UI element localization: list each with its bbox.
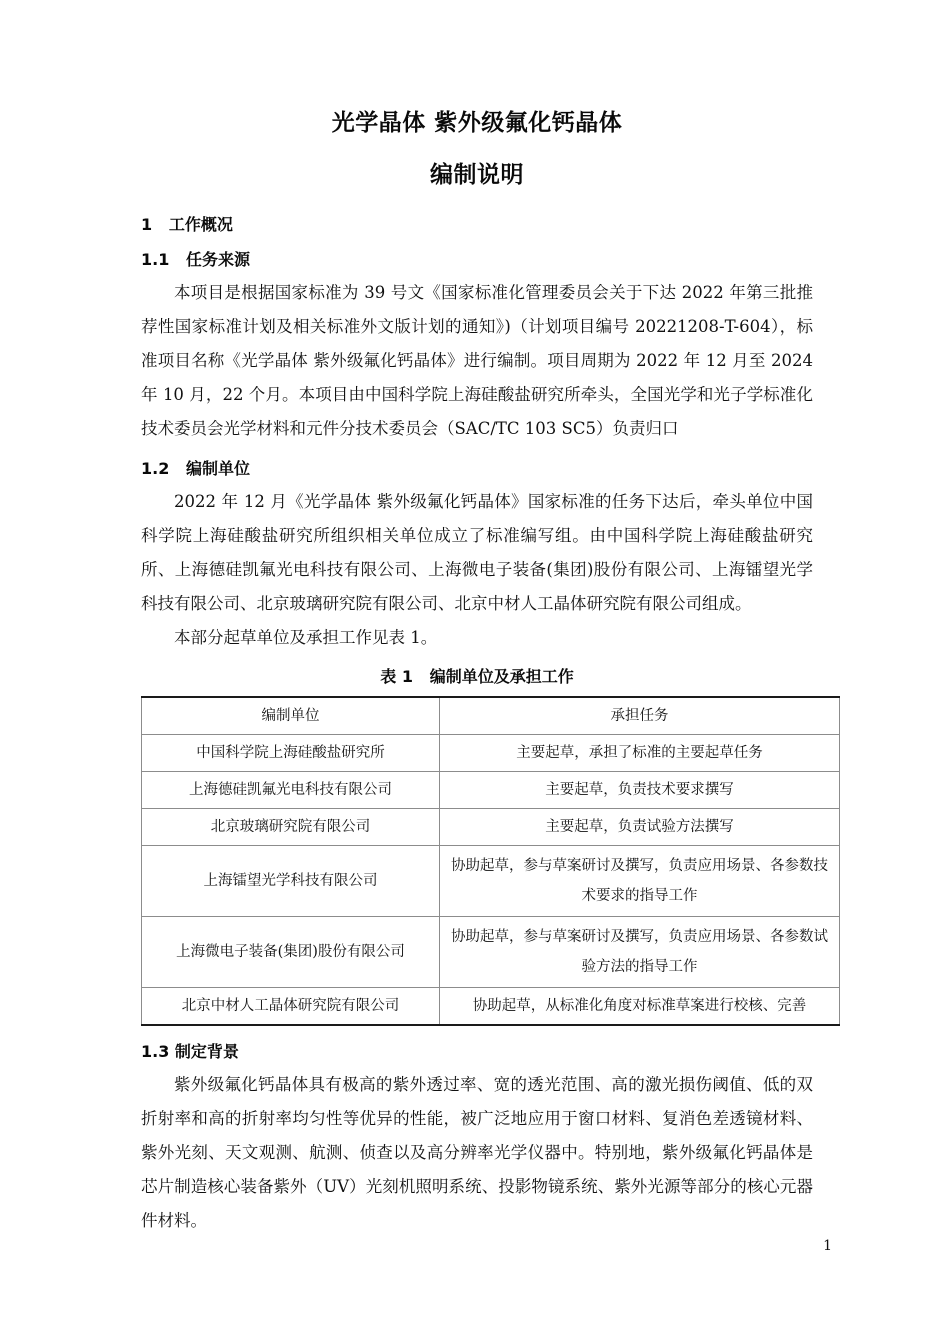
paragraph-drafting-units-1: 2022 年 12 月《光学晶体 紫外级氟化钙晶体》国家标准的任务下达后，牵头单位中国科学院上海硅酸盐研究所组织相关单位成立了标准编写组。由中国科学院上海硅酸盐研究所、上海德硅凯氟光电科技有限公司、上海微电子装备(集团)股份有限公司、上海镭望光学科技有限公司、北京玻璃研究院有限公司、北京中材人工晶体研究院有限公司组成。 xyxy=(141,492,813,613)
table-cell-unit: 上海德硅凯氟光电科技有限公司 xyxy=(142,772,440,809)
table-cell-task: 协助起草，从标准化角度对标准草案进行校核、完善 xyxy=(440,988,840,1026)
table-row xyxy=(142,735,840,772)
table-header-task: 承担任务 xyxy=(440,697,840,735)
table-row xyxy=(142,772,840,809)
page-number: 1 xyxy=(823,1238,832,1254)
table-row xyxy=(142,846,840,917)
table-header-row xyxy=(142,697,840,735)
heading-drafting-units: 1.2 编制单位 xyxy=(141,459,251,478)
table-cell-task: 主要起草，负责技术要求撰写 xyxy=(440,772,840,809)
heading-background: 1.3 制定背景 xyxy=(141,1042,239,1061)
table-row xyxy=(142,988,840,1026)
page-content xyxy=(141,0,828,1238)
table-cell-task: 协助起草，参与草案研讨及撰写，负责应用场景、各参数试验方法的指导工作 xyxy=(440,917,840,988)
document-title: 光学晶体 紫外级氟化钙晶体 xyxy=(331,110,623,136)
table-header-unit: 编制单位 xyxy=(142,697,440,735)
heading-task-source: 1.1 任务来源 xyxy=(141,250,251,269)
table-cell-unit: 中国科学院上海硅酸盐研究所 xyxy=(142,735,440,772)
drafting-units-table xyxy=(141,696,840,1026)
table-cell-unit: 上海镭望光学科技有限公司 xyxy=(142,846,440,917)
document-subtitle: 编制说明 xyxy=(430,162,524,188)
table-caption: 表 1 编制单位及承担工作 xyxy=(380,667,574,686)
table-cell-task: 主要起草，负责试验方法撰写 xyxy=(440,809,840,846)
table-cell-task: 主要起草，承担了标准的主要起草任务 xyxy=(440,735,840,772)
table-row xyxy=(142,917,840,988)
paragraph-task-source: 本项目是根据国家标准为 39 号文《国家标准化管理委员会关于下达 2022 年第三批推荐性国家标准计划及相关标准外文版计划的通知》)（计划项目编号 20221208-T-604），标准项目名称《光学晶体 紫外级氟化钙晶体》进行编制。项目周期为 2022 年 12 月至 2024 年 10 月，22 个月。本项目由中国科学院上海硅酸盐研究所牵头，全国光学和光子学标准化技术委员会光学材料和元件分技术委员会（SAC/TC 103 SC5）负责归口 xyxy=(141,283,813,438)
table-row xyxy=(142,809,840,846)
paragraph-drafting-units-2: 本部分起草单位及承担工作见表 1。 xyxy=(174,628,438,647)
heading-work-overview: 1 工作概况 xyxy=(141,215,233,234)
table-cell-unit: 上海微电子装备(集团)股份有限公司 xyxy=(142,917,440,988)
table-cell-unit: 北京中材人工晶体研究院有限公司 xyxy=(142,988,440,1026)
table-cell-unit: 北京玻璃研究院有限公司 xyxy=(142,809,440,846)
paragraph-background: 紫外级氟化钙晶体具有极高的紫外透过率、宽的透光范围、高的激光损伤阈值、低的双折射率和高的折射率均匀性等优异的性能，被广泛地应用于窗口材料、复消色差透镜材料、紫外光刻、天文观测、航测、侦查以及高分辨率光学仪器中。特别地，紫外级氟化钙晶体是芯片制造核心装备紫外（UV）光刻机照明系统、投影物镜系统、紫外光源等部分的核心元器件材料。 xyxy=(141,1075,813,1230)
table-cell-task: 协助起草，参与草案研讨及撰写，负责应用场景、各参数技术要求的指导工作 xyxy=(440,846,840,917)
